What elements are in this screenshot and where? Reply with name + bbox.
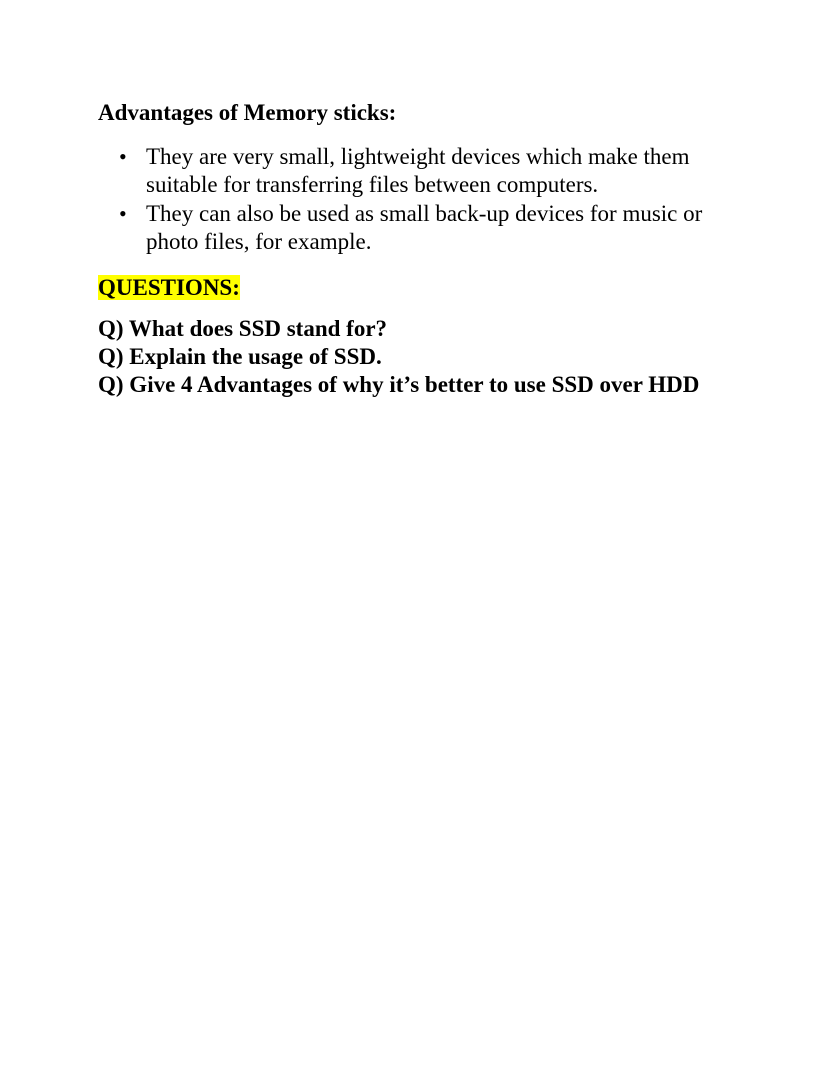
document-page [98,98,738,399]
bullet-icon: • [119,144,127,169]
advantages-list [98,143,738,256]
list-item-text: They can also be used as small back-up devices for music or photo files, for example. [146,201,703,254]
list-item [119,200,738,256]
section-heading: Advantages of Memory sticks: [98,100,397,125]
questions-heading: QUESTIONS: [98,275,240,300]
bullet-icon: • [119,201,127,226]
list-item-text: They are very small, lightweight devices which make them suitable for transferring files between computers. [146,144,690,197]
question-item: Q) Give 4 Advantages of why it’s better to use SSD over HDD [98,372,700,397]
question-item: Q) Explain the usage of SSD. [98,344,382,369]
question-list [98,315,738,399]
list-item [119,143,738,199]
questions-heading-row [98,274,738,302]
question-item: Q) What does SSD stand for? [98,316,388,341]
